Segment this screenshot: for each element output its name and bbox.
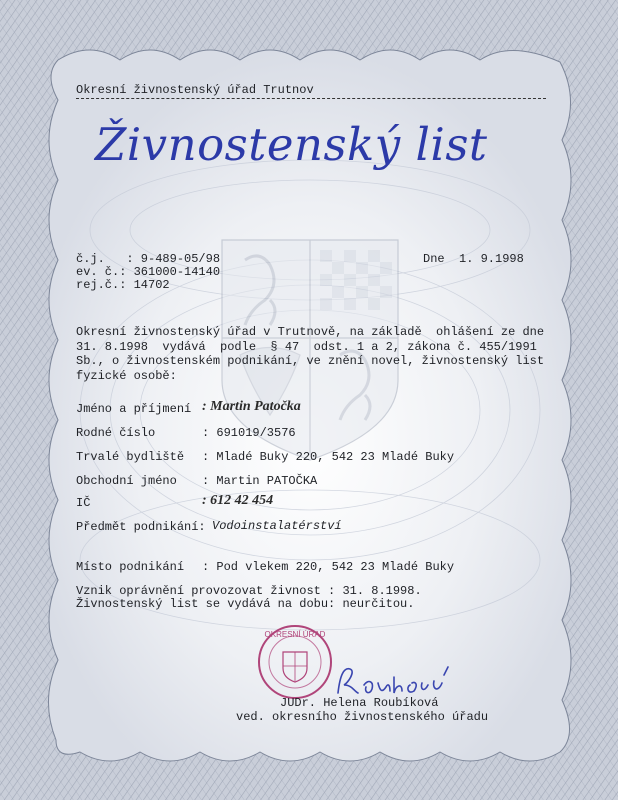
- birth-number-label: Rodné číslo: [76, 426, 156, 440]
- signatory-name: JUDr. Helena Roubíková: [280, 696, 439, 710]
- residence-value: : Mladé Buky 220, 542 23 Mladé Buky: [202, 450, 455, 464]
- business-place-value: : Pod vlekem 220, 542 23 Mladé Buky: [202, 560, 455, 574]
- intro-line: fyzické osobě:: [76, 368, 177, 383]
- header-divider: [76, 98, 546, 99]
- signatory-role: ved. okresního živnostenského úřadu: [236, 710, 489, 724]
- residence-label: Trvalé bydliště: [76, 450, 185, 464]
- name-label: Jméno a příjmení: [76, 402, 192, 416]
- validity-duration: Živnostenský list se vydává na dobu: neurčitou.: [76, 597, 415, 611]
- ic-label: IČ: [76, 496, 91, 510]
- reference-rej: rej.č.: 14702: [76, 278, 170, 292]
- business-place-label: Místo podnikání: [76, 560, 185, 574]
- official-stamp: [255, 622, 335, 702]
- issuing-office-line: Okresní živnostenský úřad Trutnov: [76, 83, 314, 97]
- intro-line: 31. 8.1998 vydává podle § 47 odst. 1 a 2, zákona č. 455/1991: [76, 339, 537, 354]
- ic-value: : 612 42 454: [202, 493, 274, 508]
- reference-cj: č.j. : 9-489-05/98: [76, 252, 221, 266]
- trade-name-label: Obchodní jméno: [76, 474, 177, 488]
- stamp-text: OKRESNÍ ÚŘAD: [264, 630, 326, 639]
- reference-ev: ev. č.: 361000-14140: [76, 265, 221, 279]
- name-value: : Martin Patočka: [202, 399, 301, 414]
- birth-number-value: : 691019/3576: [202, 426, 296, 440]
- issue-date: Dne 1. 9.1998: [423, 252, 524, 266]
- document-title: Živnostenský list: [95, 118, 488, 171]
- trade-name-value: : Martin PATOČKA: [202, 474, 318, 488]
- intro-line: Okresní živnostenský úřad v Trutnově, na základě ohlášení ze dne: [76, 325, 545, 339]
- validity-start: Vznik oprávnění provozovat živnost : 31. 8.1998.: [76, 584, 422, 598]
- business-subject-label: Předmět podnikání:: [76, 520, 206, 534]
- intro-paragraph: [76, 325, 556, 383]
- business-subject-value: Vodoinstalatérství: [212, 519, 342, 533]
- intro-line: Sb., o živnostenském podnikání, ve znění novel, živnostenský list: [76, 354, 545, 368]
